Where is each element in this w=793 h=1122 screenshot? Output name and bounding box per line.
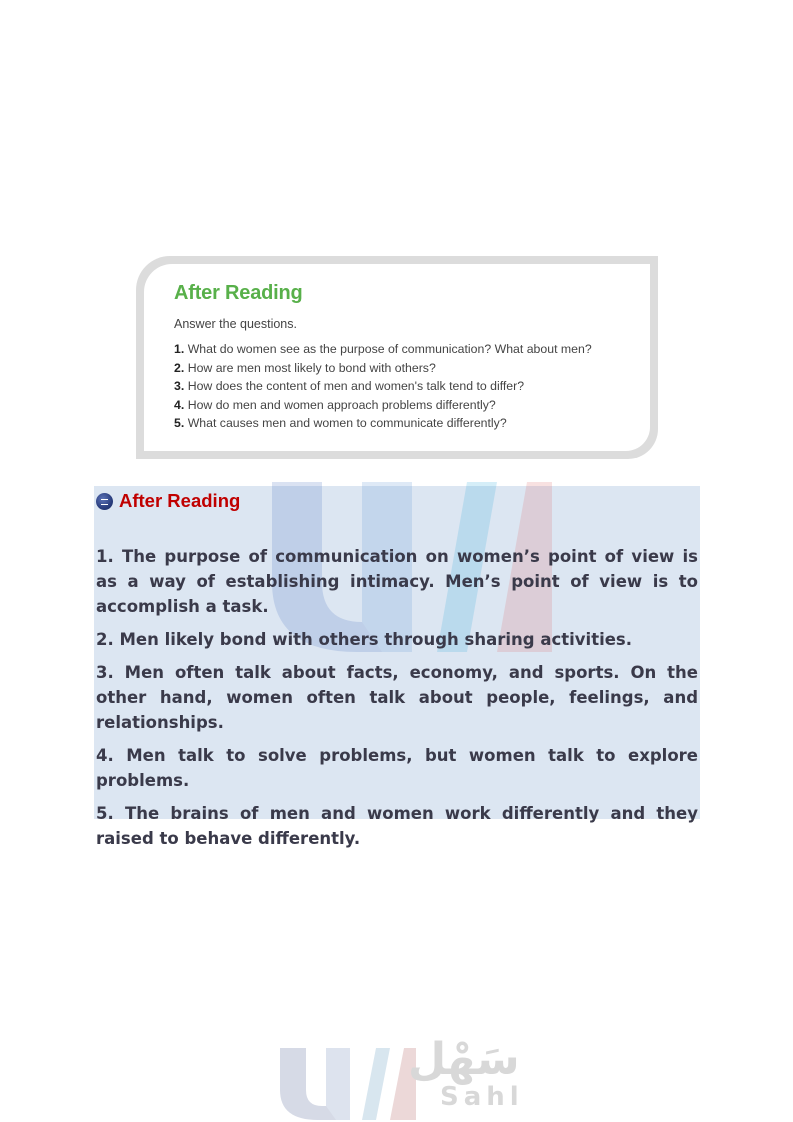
bullet-icon [96, 493, 113, 510]
answer-item: 1. The purpose of communication on women’s point of view is as a way of establishing intimacy. Men’s point of view is to accomplish a task. [96, 547, 698, 616]
question-number: 1. [174, 342, 185, 356]
question-number: 2. [174, 360, 185, 375]
question-item [174, 414, 650, 433]
answers-list [96, 544, 698, 859]
question-text: How does the content of men and women's talk tend to differ? [187, 379, 525, 393]
sahl-arabic-wordmark: سَهْل [408, 1034, 520, 1085]
question-text: How do men and women approach problems differently? [187, 397, 496, 412]
question-text: How are men most likely to bond with others? [187, 360, 436, 375]
question-text: What do women see as the purpose of communication? What about men? [187, 342, 592, 356]
textbook-title: After Reading [174, 282, 303, 304]
question-item [174, 396, 650, 415]
answer-item: 2. Men likely bond with others through sharing activities. [96, 630, 633, 649]
textbook-after-reading-box [136, 256, 658, 459]
question-item [174, 340, 650, 359]
question-item [174, 359, 650, 378]
question-number: 4. [174, 397, 185, 412]
textbook-box-inner [144, 264, 650, 451]
question-number: 5. [174, 416, 185, 430]
question-item [174, 377, 650, 396]
answer-item: 4. Men talk to solve problems, but women talk to explore problems. [96, 746, 698, 790]
sahl-latin-wordmark: Sahl [440, 1082, 524, 1112]
answer-heading [96, 489, 240, 513]
textbook-instruction: Answer the questions. [174, 317, 297, 331]
answer-heading-text: After Reading [119, 490, 241, 511]
question-text: What causes men and women to communicate differently? [187, 416, 507, 430]
answer-item: 5. The brains of men and women work differently and they raised to behave differently. [96, 804, 698, 848]
answer-item: 3. Men often talk about facts, economy, and sports. On the other hand, women often talk about people, feelings, and relationships. [96, 663, 698, 732]
question-number: 3. [174, 379, 185, 393]
